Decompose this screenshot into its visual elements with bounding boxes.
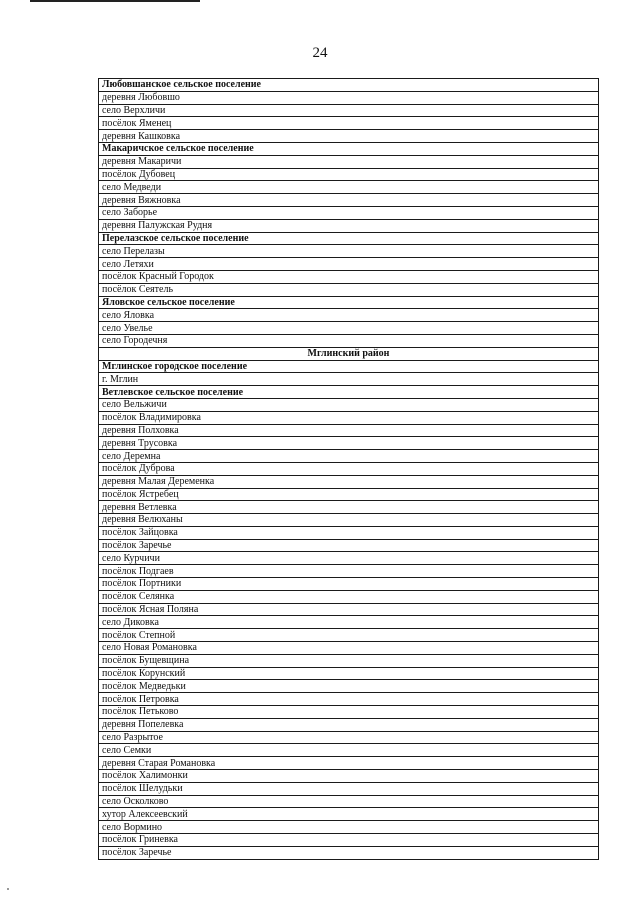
settlement-cell: посёлок Яменец — [99, 117, 599, 130]
table-row — [99, 514, 599, 527]
settlements-table-body — [99, 79, 599, 860]
table-row — [99, 642, 599, 655]
table-row — [99, 616, 599, 629]
table-row — [99, 245, 599, 258]
table-row — [99, 194, 599, 207]
settlement-cell: деревня Трусовка — [99, 437, 599, 450]
table-row — [99, 578, 599, 591]
table-row — [99, 667, 599, 680]
section-header-row — [99, 232, 599, 245]
table-row — [99, 706, 599, 719]
settlement-cell: посёлок Селянка — [99, 590, 599, 603]
table-row — [99, 693, 599, 706]
settlement-cell: село Перелазы — [99, 245, 599, 258]
settlement-group-cell: Мглинское городское поселение — [99, 360, 599, 373]
settlement-cell: село Городечня — [99, 334, 599, 347]
settlement-cell: село Осколково — [99, 795, 599, 808]
settlement-cell: село Вормино — [99, 821, 599, 834]
table-row — [99, 104, 599, 117]
table-row — [99, 475, 599, 488]
page-number: 24 — [312, 45, 328, 61]
table-row — [99, 526, 599, 539]
settlement-cell: деревня Кашковка — [99, 130, 599, 143]
top-rule — [30, 0, 200, 2]
table-row — [99, 91, 599, 104]
settlement-group-cell: Макаричское сельское поселение — [99, 142, 599, 155]
table-row — [99, 270, 599, 283]
settlement-cell: посёлок Ясная Поляна — [99, 603, 599, 616]
table-row — [99, 322, 599, 335]
settlement-cell: посёлок Портники — [99, 578, 599, 591]
settlement-cell: деревня Вяжновка — [99, 194, 599, 207]
settlement-cell: хутор Алексеевский — [99, 808, 599, 821]
table-row — [99, 450, 599, 463]
table-row — [99, 590, 599, 603]
settlement-group-cell: Яловское сельское поселение — [99, 296, 599, 309]
settlement-cell: село Диковка — [99, 616, 599, 629]
settlement-cell: деревня Старая Романовка — [99, 757, 599, 770]
settlement-cell: посёлок Владимировка — [99, 411, 599, 424]
table-row — [99, 309, 599, 322]
table-row — [99, 718, 599, 731]
table-row — [99, 488, 599, 501]
section-header-row — [99, 79, 599, 92]
settlement-cell: посёлок Красный Городок — [99, 270, 599, 283]
settlement-cell: посёлок Гриневка — [99, 834, 599, 847]
table-row — [99, 258, 599, 271]
settlement-cell: посёлок Степной — [99, 629, 599, 642]
section-header-row — [99, 360, 599, 373]
table-row — [99, 680, 599, 693]
table-row — [99, 834, 599, 847]
settlement-group-cell: Перелазское сельское поселение — [99, 232, 599, 245]
table-row — [99, 757, 599, 770]
settlement-cell: деревня Попелевка — [99, 718, 599, 731]
table-row — [99, 283, 599, 296]
district-title-cell: Мглинский район — [99, 347, 599, 360]
settlement-cell: село Заборье — [99, 206, 599, 219]
settlement-cell: посёлок Дуброва — [99, 462, 599, 475]
settlement-cell: посёлок Зайцовка — [99, 526, 599, 539]
table-row — [99, 603, 599, 616]
table-row — [99, 539, 599, 552]
settlement-cell: посёлок Ястребец — [99, 488, 599, 501]
settlement-cell: село Курчичи — [99, 552, 599, 565]
table-row — [99, 168, 599, 181]
settlement-cell: посёлок Заречье — [99, 846, 599, 859]
settlement-cell: село Верхличи — [99, 104, 599, 117]
table-row — [99, 501, 599, 514]
settlement-cell: деревня Любовшо — [99, 91, 599, 104]
settlement-cell: посёлок Сеятель — [99, 283, 599, 296]
table-row — [99, 782, 599, 795]
settlement-cell: деревня Ветлевка — [99, 501, 599, 514]
section-header-row — [99, 386, 599, 399]
table-row — [99, 437, 599, 450]
table-row — [99, 130, 599, 143]
settlement-cell: село Семки — [99, 744, 599, 757]
settlement-cell: село Медведи — [99, 181, 599, 194]
table-row — [99, 334, 599, 347]
table-row — [99, 808, 599, 821]
settlement-cell: посёлок Халимонки — [99, 770, 599, 783]
table-row — [99, 206, 599, 219]
settlement-cell: село Новая Романовка — [99, 642, 599, 655]
settlement-cell: село Увелье — [99, 322, 599, 335]
table-row — [99, 219, 599, 232]
settlement-cell: посёлок Подгаев — [99, 565, 599, 578]
table-row — [99, 181, 599, 194]
table-row — [99, 373, 599, 386]
table-row — [99, 398, 599, 411]
settlement-cell: посёлок Заречье — [99, 539, 599, 552]
settlement-cell: посёлок Дубовец — [99, 168, 599, 181]
settlement-cell: село Деремна — [99, 450, 599, 463]
table-row — [99, 565, 599, 578]
table-row — [99, 731, 599, 744]
settlement-cell: деревня Полховка — [99, 424, 599, 437]
table-row — [99, 117, 599, 130]
table-row — [99, 552, 599, 565]
table-row — [99, 744, 599, 757]
settlement-cell: село Разрытое — [99, 731, 599, 744]
settlement-cell: посёлок Бущевщина — [99, 654, 599, 667]
settlement-cell: деревня Макаричи — [99, 155, 599, 168]
scan-mark — [7, 888, 9, 890]
table-row — [99, 629, 599, 642]
settlement-cell: посёлок Медведьки — [99, 680, 599, 693]
table-row — [99, 424, 599, 437]
settlement-cell: г. Мглин — [99, 373, 599, 386]
settlement-cell: деревня Велюханы — [99, 514, 599, 527]
settlement-cell: деревня Малая Деременка — [99, 475, 599, 488]
settlement-cell: посёлок Корунский — [99, 667, 599, 680]
table-row — [99, 795, 599, 808]
district-row — [99, 347, 599, 360]
table-row — [99, 846, 599, 859]
section-header-row — [99, 142, 599, 155]
table-row — [99, 821, 599, 834]
table-row — [99, 155, 599, 168]
section-header-row — [99, 296, 599, 309]
settlement-cell: село Вельжичи — [99, 398, 599, 411]
settlement-cell: посёлок Петровка — [99, 693, 599, 706]
settlements-table — [98, 78, 599, 860]
table-row — [99, 411, 599, 424]
table-row — [99, 462, 599, 475]
settlement-cell: село Летяхи — [99, 258, 599, 271]
table-row — [99, 654, 599, 667]
settlement-cell: посёлок Петьково — [99, 706, 599, 719]
settlement-cell: посёлок Шелудьки — [99, 782, 599, 795]
settlement-cell: деревня Палужская Рудня — [99, 219, 599, 232]
settlement-group-cell: Любовшанское сельское поселение — [99, 79, 599, 92]
settlement-group-cell: Ветлевское сельское поселение — [99, 386, 599, 399]
table-row — [99, 770, 599, 783]
settlement-cell: село Яловка — [99, 309, 599, 322]
